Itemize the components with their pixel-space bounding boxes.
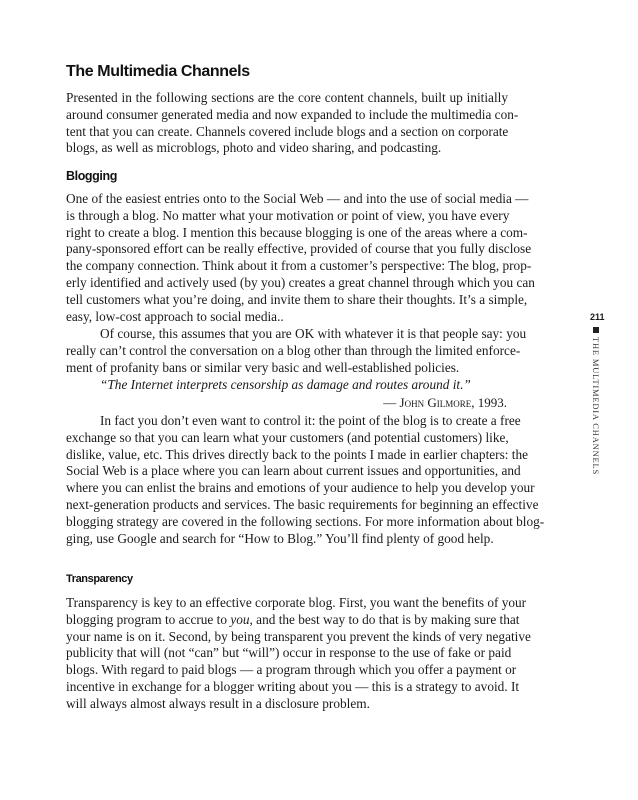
text-line: the company connection. Think about it from a customer’s perspective: The blog, prop- bbox=[66, 258, 532, 274]
text-line: Transparency is key to an effective corporate blog. First, you want the benefits of your bbox=[66, 595, 527, 610]
text-line: ging, use Google and search for “How to Blog.” You’ll find plenty of good help. bbox=[66, 530, 494, 546]
attribution-dash: — bbox=[383, 395, 400, 410]
text-line: Presented in the following sections are the core content channels, built up initially bbox=[66, 90, 508, 105]
text-line: Of course, this assumes that you are OK with whatever it is that people say: you bbox=[100, 326, 527, 341]
text-line: right to create a blog. I mention this because blogging is one of the areas where a com- bbox=[66, 224, 528, 240]
text-line: next-generation products and services. The basic requirements for beginning an effective bbox=[66, 496, 539, 512]
text-line: publicity that will (not “can” but “will”) occur in response to the use of fake or paid bbox=[66, 645, 512, 661]
text-line: Social Web is a place where you can learn about current issues and opportunities, and bbox=[66, 463, 521, 479]
text-line: where you can enlist the brains and emotions of your audience to help you develop your bbox=[66, 480, 535, 496]
text-line: blogging program to accrue to you, and the best way to do that is by making sure that bbox=[66, 611, 520, 627]
text-line: One of the easiest entries onto to the Social Web — and into the use of social media — bbox=[66, 191, 529, 206]
text-line: easy, low-cost approach to social media.. bbox=[66, 308, 284, 324]
page-margin bbox=[590, 312, 606, 475]
running-head: THE MULTIMEDIA CHANNELS bbox=[591, 337, 601, 476]
text-line: tell customers what you’re doing, and invite them to share their thoughts. It’s a simple, bbox=[66, 291, 528, 307]
blogging-paragraph-1 bbox=[66, 191, 535, 325]
text-line: your name is on it. Second, by being transparent you prevent the kinds of very negative bbox=[66, 628, 531, 644]
text-line: tent that you can create. Channels covered include blogs and a section on corporate bbox=[66, 123, 509, 139]
text-line: pany-sponsored effort can be really effective, provided of course that you fully disclose bbox=[66, 241, 532, 257]
text-line: really can’t control the conversation on a blog other than through the limited enforce- bbox=[66, 342, 521, 358]
text-line: exchange so that you can learn what your customers (and potential customers) like, bbox=[66, 429, 509, 445]
section-title: The Multimedia Channels bbox=[66, 63, 250, 80]
quote-year: , 1993. bbox=[471, 395, 507, 410]
text-line: is through a blog. No matter what your motivation or point of view, you have every bbox=[66, 207, 510, 223]
text-line: incentive in exchange for a blogger writing about you — this is a strategy to avoid. It bbox=[66, 678, 520, 694]
blogging-paragraph-2 bbox=[66, 326, 527, 376]
text-line: ment of profanity bans or similar very basic and well-established policies. bbox=[66, 359, 460, 375]
quote-author: John Gilmore bbox=[399, 395, 472, 410]
text-line: will always almost always result in a disclosure problem. bbox=[66, 695, 370, 711]
text-line: In fact you don’t even want to control it: the point of the blog is to create a free bbox=[100, 413, 521, 428]
intro-paragraph bbox=[66, 90, 519, 157]
blogging-heading: Blogging bbox=[66, 169, 117, 183]
text-line: blogs, as well as microblogs, photo and video sharing, and podcasting. bbox=[66, 140, 442, 156]
text-line: blogs. With regard to paid blogs — a program through which you offer a payment or bbox=[66, 662, 517, 678]
quote-attribution bbox=[383, 395, 507, 410]
transparency-paragraph bbox=[66, 595, 531, 713]
blogging-paragraph-3 bbox=[66, 413, 545, 547]
text-line: blogging strategy are covered in the following sections. For more information about blog- bbox=[66, 513, 545, 529]
text-line: dislike, value, etc. This drives directly back to the points I made in earlier chapters: the bbox=[66, 446, 529, 462]
text-line: erly identified and actively used (by you) creates a great channel through which you can bbox=[66, 274, 535, 290]
text-line: around consumer generated media and now expanded to include the multimedia con- bbox=[66, 106, 519, 122]
transparency-heading: Transparency bbox=[66, 573, 133, 585]
square-bullet-icon bbox=[593, 327, 599, 333]
page-number: 211 bbox=[590, 312, 605, 322]
epigraph-quote: “The Internet interprets censorship as damage and routes around it.” bbox=[100, 377, 471, 392]
